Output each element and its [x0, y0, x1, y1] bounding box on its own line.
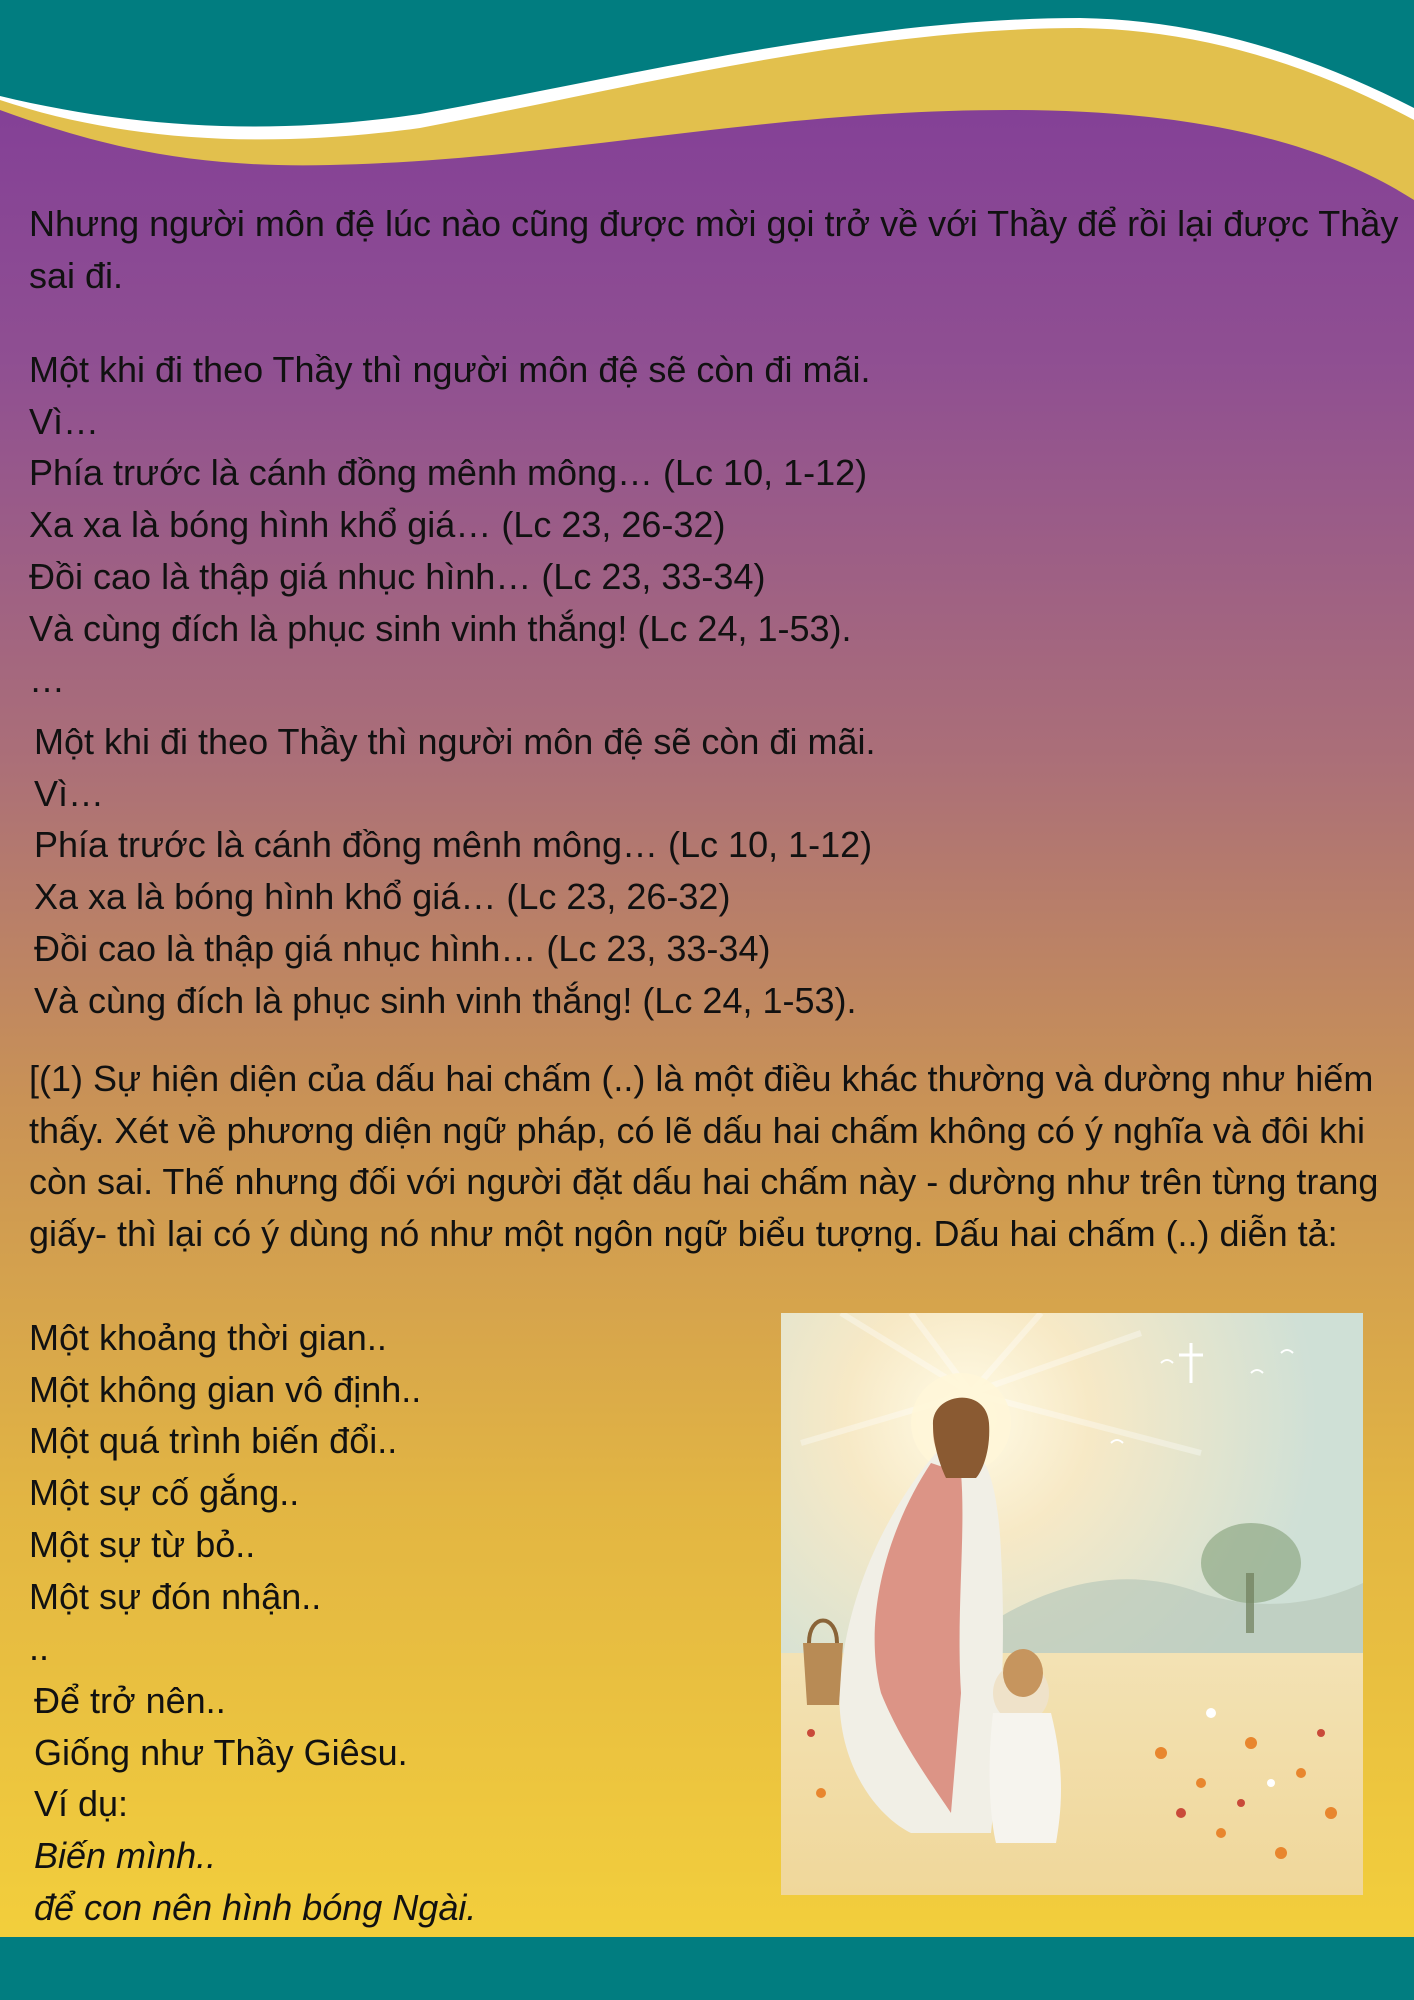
stanza-1: [29, 344, 870, 706]
stanza-line: Phía trước là cánh đồng mênh mông… (Lc 10, 1-12): [34, 824, 873, 866]
stanza-line: Xa xa là bóng hình khổ giá… (Lc 23, 26-32): [34, 876, 731, 918]
bottom-bar-decoration: [0, 1937, 1414, 2000]
stanza-line: Phía trước là cánh đồng mênh mông… (Lc 10, 1-12): [29, 452, 868, 494]
stanza-line: Vì…: [34, 772, 105, 814]
list-item: Một sự đón nhận..: [29, 1575, 322, 1617]
stanza-line: Một khi đi theo Thầy thì người môn đệ sẽ còn đi mãi.: [29, 349, 871, 390]
list-item-italic: để con nên hình bóng Ngài.: [34, 1886, 477, 1928]
stanza-line: …: [29, 659, 65, 701]
stanza-line: Và cùng đích là phục sinh vinh thắng! (Lc 24, 1-53).: [34, 979, 857, 1021]
intro-text: Nhưng người môn đệ lúc nào cũng được mời gọi trở về với Thầy để rồi lại được Thầy sai đi.: [29, 203, 1399, 296]
list-item: Một sự cố gắng..: [29, 1472, 300, 1514]
list-item: Một quá trình biến đổi..: [29, 1420, 398, 1462]
stanza-2: [34, 716, 875, 1026]
stanza-line: Một khi đi theo Thầy thì người môn đệ sẽ còn đi mãi.: [34, 721, 876, 762]
jesus-and-child-illustration: [781, 1313, 1363, 1895]
list-item: Một không gian vô định..: [29, 1368, 422, 1410]
list-item: Một khoảng thời gian..: [29, 1317, 387, 1358]
top-wave-decoration: [0, 0, 1414, 220]
intro-paragraph: [29, 198, 1399, 301]
list-item: Ví dụ:: [34, 1783, 129, 1825]
stanza-line: Và cùng đích là phục sinh vinh thắng! (Lc 24, 1-53).: [29, 607, 852, 649]
footnote-paragraph: [29, 1053, 1379, 1260]
stanza-line: Đồi cao là thập giá nhục hình… (Lc 23, 33-34): [34, 927, 771, 969]
list-item: Giống như Thầy Giêsu.: [34, 1731, 408, 1773]
stanza-line: Đồi cao là thập giá nhục hình… (Lc 23, 33-34): [29, 555, 766, 597]
list-2: [34, 1675, 476, 1934]
stanza-line: Xa xa là bóng hình khổ giá… (Lc 23, 26-32): [29, 504, 726, 546]
footnote-text: [(1) Sự hiện diện của dấu hai chấm (..) là một điều khác thường và dường như hiếm thấy. Xét về phương diện ngữ pháp, có lẽ dấu hai chấm không có ý nghĩa và đôi khi còn sai. Thế nhưng đối với người đặt dấu hai chấm này - dường như trên từng trang giấy- thì lại có ý dùng nó như một ngôn ngữ biểu tượng. Dấu hai chấm (..) diễn tả:: [29, 1058, 1379, 1255]
list-1: [29, 1312, 421, 1674]
list-item: Một sự từ bỏ..: [29, 1523, 256, 1565]
list-item: Để trở nên..: [34, 1680, 226, 1721]
list-item-italic: Biến mình..: [34, 1835, 217, 1877]
stanza-line: Vì…: [29, 400, 100, 442]
list-item: ..: [29, 1627, 50, 1669]
